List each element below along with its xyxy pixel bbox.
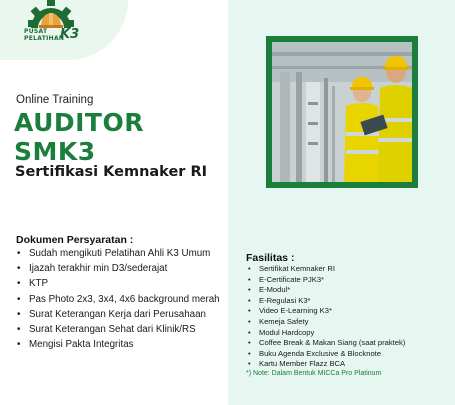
logo-k3: K3 xyxy=(60,27,80,42)
list-item: • Kemeja Safety xyxy=(246,317,451,326)
facilities-heading: Fasilitas : xyxy=(246,252,295,264)
list-item: • Ijazah terakhir min D3/sederajat xyxy=(16,263,228,275)
list-item: • Mengisi Pakta Integritas xyxy=(16,339,228,351)
list-item: • E-Certificate PJK3* xyxy=(246,275,451,284)
list-item: • Kartu Member Flazz BCA xyxy=(246,359,451,368)
training-photo xyxy=(266,36,418,188)
title-line2: SMK3 xyxy=(14,137,96,166)
subtitle: Sertifikasi Kemnaker RI xyxy=(15,164,208,180)
logo-text xyxy=(24,28,64,42)
facilities-list xyxy=(246,264,451,370)
list-item: • E-Regulasi K3* xyxy=(246,296,451,305)
logo-line2: PELATIHAN xyxy=(24,35,65,42)
list-item: • Sudah mengikuti Pelatihan Ahli K3 Umum xyxy=(16,248,228,260)
workers-photo-illustration xyxy=(272,42,412,182)
online-training-label: Online Training xyxy=(16,94,94,106)
list-item: • Surat Keterangan Kerja dari Perusahaan xyxy=(16,309,228,321)
documents-list xyxy=(16,248,228,354)
list-item: • KTP xyxy=(16,278,228,290)
list-item: • Buku Agenda Exclusive & Blocknote xyxy=(246,349,451,358)
list-item: • Coffee Break & Makan Siang (saat praktek) xyxy=(246,338,451,347)
logo-line1: PUSAT xyxy=(24,28,48,35)
list-item: • Sertifikat Kemnaker RI xyxy=(246,264,451,273)
documents-heading: Dokumen Persyaratan : xyxy=(16,234,134,246)
logo xyxy=(0,0,128,60)
list-item: • Video E-Learning K3* xyxy=(246,306,451,315)
list-item: • Modul Hardcopy xyxy=(246,328,451,337)
list-item: • Pas Photo 2x3, 3x4, 4x6 background merah xyxy=(16,294,228,306)
list-item: • Surat Keterangan Sehat dari Klinik/RS xyxy=(16,324,228,336)
title-line1: AUDITOR xyxy=(14,108,144,137)
facilities-note: *) Note: Dalam Bentuk MICCa Pro Platinum xyxy=(246,370,382,377)
list-item: • E-Modul* xyxy=(246,285,451,294)
